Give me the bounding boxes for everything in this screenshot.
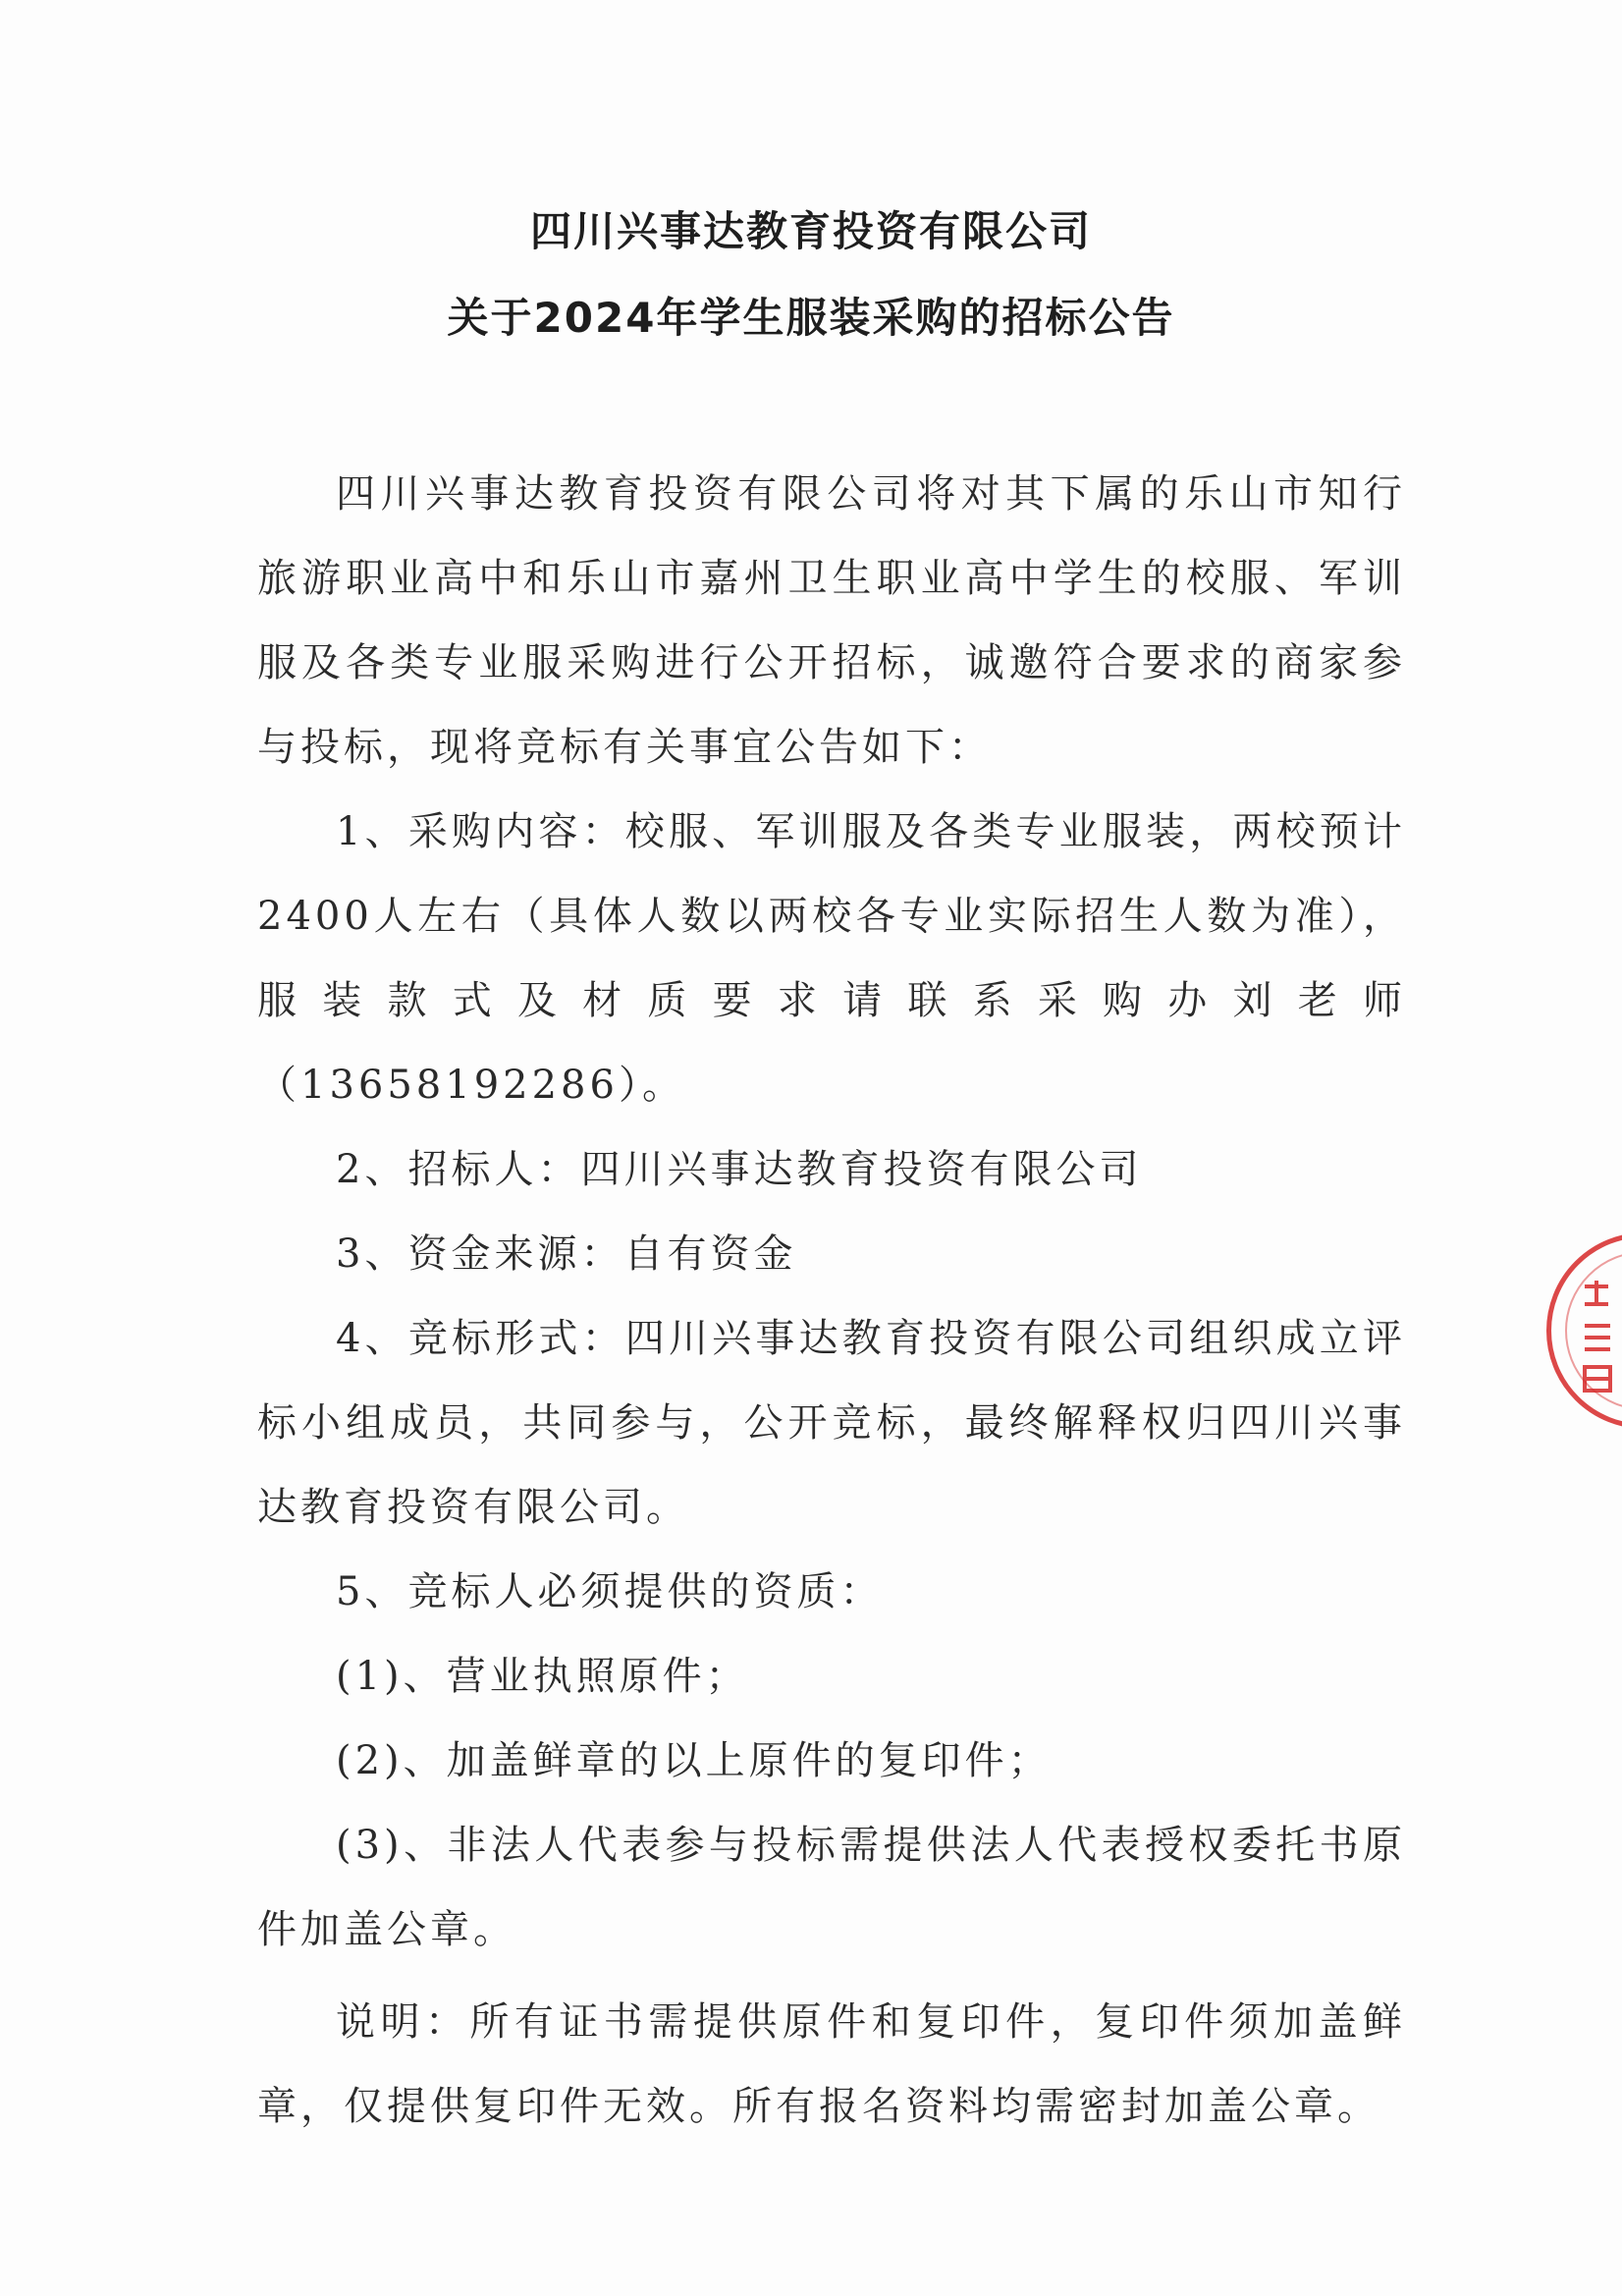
note-paragraph: 说明：所有证书需提供原件和复印件，复印件须加盖鲜章，仅提供复印件无效。所有报名资料均需密封加盖公章。 bbox=[257, 1999, 1406, 2129]
seal-lettering-icon bbox=[1579, 1277, 1618, 1394]
item-tenderer: 2、招标人：四川兴事达教育投资有限公司 bbox=[336, 1147, 1143, 1192]
item-funding-source: 3、资金来源：自有资金 bbox=[336, 1231, 797, 1277]
qualification-3: (3)、非法人代表参与投标需提供法人代表授权委托书原件加盖公章。 bbox=[257, 1823, 1406, 1952]
qualification-1: (1)、营业执照原件； bbox=[336, 1654, 749, 1699]
qualification-2: (2)、加盖鲜章的以上原件的复印件； bbox=[336, 1738, 1052, 1783]
document-body bbox=[257, 452, 1406, 2149]
intro-paragraph: 四川兴事达教育投资有限公司将对其下属的乐山市知行旅游职业高中和乐山市嘉州卫生职业高中学生的校服、军训服及各类专业服采购进行公开招标，诚邀符合要求的商家参与投标，现将竞标有关事宜公告如下： bbox=[257, 471, 1406, 770]
item-procurement-content: 1、采购内容：校服、军训服及各类专业服装，两校预计2400人左右（具体人数以两校各专业实际招生人数为准），服装款式及材质要求请联系采购办刘老师（13658192286）。 bbox=[257, 809, 1406, 1108]
item-qualifications: 5、竞标人必须提供的资质： bbox=[336, 1569, 884, 1614]
company-seal bbox=[1546, 1232, 1622, 1429]
document-title-subject: 关于2024年学生服装采购的招标公告 bbox=[447, 294, 1175, 342]
item-bidding-form: 4、竞标形式：四川兴事达教育投资有限公司组织成立评标小组成员，共同参与，公开竞标，最终解释权归四川兴事达教育投资有限公司。 bbox=[257, 1316, 1406, 1530]
document-title-company: 四川兴事达教育投资有限公司 bbox=[529, 207, 1092, 255]
